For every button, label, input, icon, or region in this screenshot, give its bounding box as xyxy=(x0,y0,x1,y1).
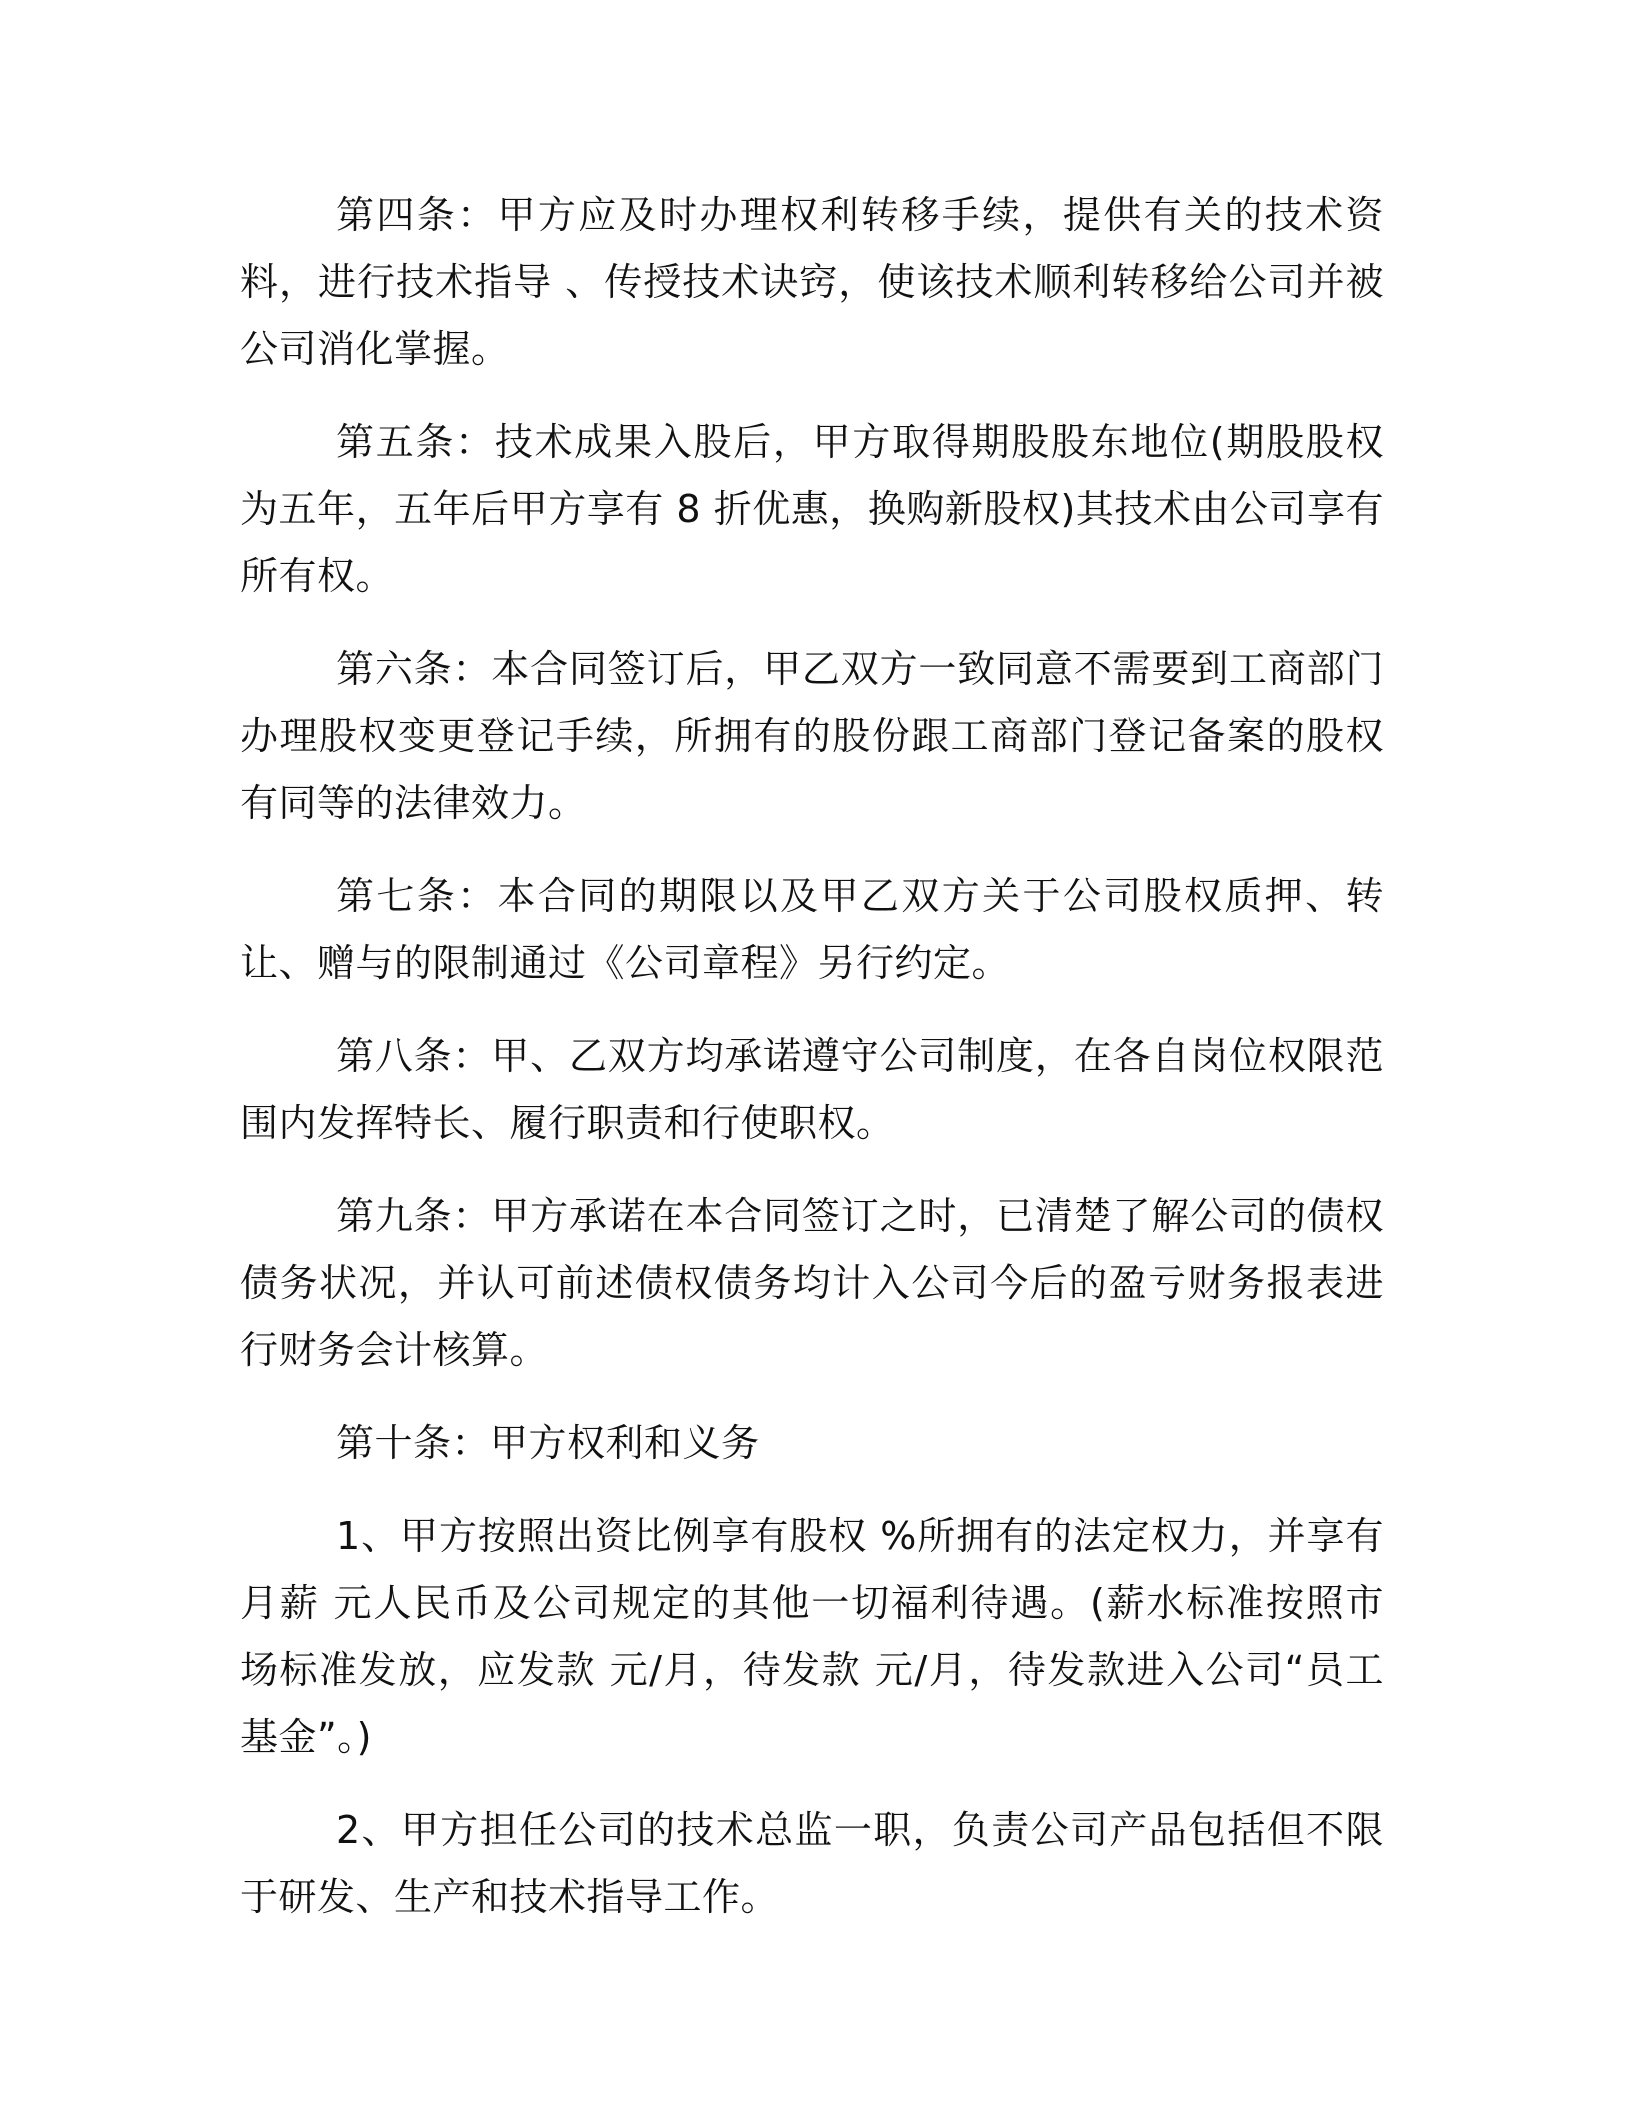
clause-10-heading: 第十条：甲方权利和义务 xyxy=(336,1421,760,1465)
clause-4: 第四条：甲方应及时办理权利转移手续，提供有关的技术资料，进行技术指导 、传授技术诀窍，使该技术顺利转移给公司并被公司消化掌握。 xyxy=(240,193,1384,371)
clause-7: 第七条：本合同的期限以及甲乙双方关于公司股权质押、转让、赠与的限制通过《公司章程》另行约定。 xyxy=(240,874,1384,985)
clause-10-item-2: 2、甲方担任公司的技术总监一职，负责公司产品包括但不限于研发、生产和技术指导工作。 xyxy=(240,1808,1384,1919)
clause-9: 第九条：甲方承诺在本合同签订之时，已清楚了解公司的债权债务状况，并认可前述债权债务均计入公司今后的盈亏财务报表进行财务会计核算。 xyxy=(240,1194,1384,1372)
clause-10-item-1: 1、甲方按照出资比例享有股权 %所拥有的法定权力，并享有月薪 元人民币及公司规定的其他一切福利待遇。(薪水标准按照市场标准发放，应发款 元/月，待发款 元/月，待发款进入公司“员工基金”。) xyxy=(240,1514,1384,1759)
document-body xyxy=(240,182,1384,1957)
clause-8: 第八条：甲、乙双方均承诺遵守公司制度，在各自岗位权限范围内发挥特长、履行职责和行使职权。 xyxy=(240,1034,1384,1145)
clause-6: 第六条：本合同签订后，甲乙双方一致同意不需要到工商部门办理股权变更登记手续，所拥有的股份跟工商部门登记备案的股权有同等的法律效力。 xyxy=(240,647,1384,825)
clause-5: 第五条：技术成果入股后，甲方取得期股股东地位(期股股权为五年，五年后甲方享有 8 折优惠，换购新股权)其技术由公司享有所有权。 xyxy=(240,420,1384,598)
